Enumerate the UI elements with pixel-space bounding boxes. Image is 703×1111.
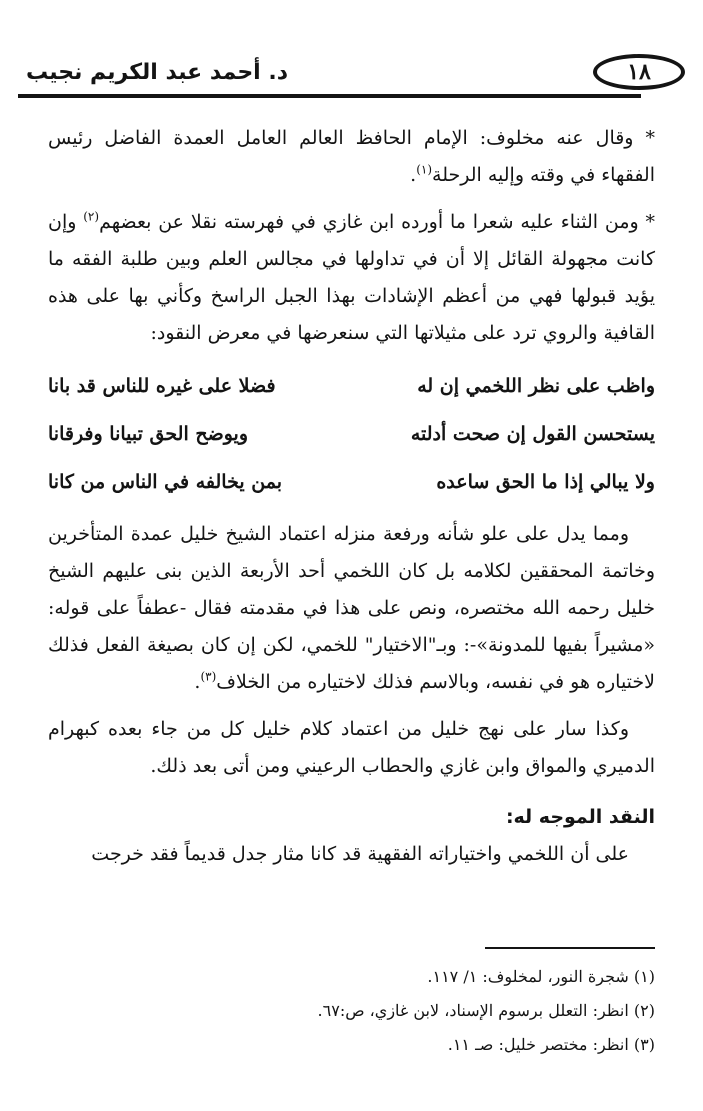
paragraph-end: .	[410, 164, 417, 186]
paragraph-critique	[48, 836, 655, 873]
verse-second-hemistich: ويوضح الحق تبيانا وفرقانا	[48, 422, 249, 445]
page-number: ١٨	[593, 54, 685, 90]
footnote: (١) شجرة النور، لمخلوف: ١/ ١١٧.	[427, 967, 655, 986]
author-name: د. أحمد عبد الكريم نجيب	[26, 60, 289, 85]
footnotes	[48, 960, 655, 1062]
paragraph-followers	[48, 711, 655, 785]
paragraph-text: على أن اللخمي واختياراته الفقهية قد كانا مثار جدل قديماً فقد خرجت	[91, 843, 629, 865]
verse-line	[48, 410, 655, 458]
verse-second-hemistich: فضلا على غيره للناس قد بانا	[48, 374, 276, 397]
footnote-ref: (٣)	[200, 669, 217, 684]
paragraph-khalil	[48, 516, 655, 701]
verse-second-hemistich: بمن يخالفه في الناس من كانا	[48, 470, 282, 493]
section-heading: النقد الموجه له:	[505, 806, 655, 828]
page-header	[18, 48, 685, 102]
paragraph-text: * ومن الثناء عليه شعرا ما أورده ابن غازي في فهرسته نقلا عن بعضهم	[99, 211, 655, 233]
paragraph-text: وكذا سار على نهج خليل من اعتماد كلام خليل كل من جاء بعده كبهرام الدميري والمواق وابن غازي والحطاب الرعيني ومن أتى بعد ذلك.	[48, 718, 655, 777]
footnote: (٢) انظر: التعلل برسوم الإسناد، لابن غازي، ص:٦٧.	[317, 1001, 655, 1020]
footnote: (٣) انظر: مختصر خليل: صـ ١١.	[447, 1035, 655, 1054]
footnote-ref: (١)	[416, 162, 433, 177]
poem	[48, 362, 655, 506]
header-rule	[18, 94, 641, 98]
paragraph-makhluf	[48, 120, 655, 194]
paragraph-praise	[48, 204, 655, 352]
verse-first-hemistich: واظب على نظر اللخمي إن له	[417, 374, 655, 397]
footnote-ref: (٢)	[83, 209, 100, 224]
paragraph-text: ومما يدل على علو شأنه ورفعة منزله اعتماد الشيخ خليل عمدة المتأخرين وخاتمة المحققين لكلامه بل كان اللخمي أحد الأربعة الذين بنى عليهم الشيخ خليل رحمه الله مختصره، ونص على هذا في مقدمته فقال -عطفاً على قوله: «مشيراً بفيها للمدونة»-: وبـ"الاختيار" للخمي، لكن إن كان بصيغة الفعل فذلك لاختياره هو في نفسه، وبالاسم فذلك لاختياره من الخلاف	[48, 523, 655, 693]
verse-first-hemistich: ولا يبالي إذا ما الحق ساعده	[436, 470, 655, 493]
paragraph-text: * وقال عنه مخلوف: الإمام الحافظ العالم العامل العمدة الفاضل رئيس الفقهاء في وقته وإليه الرحلة	[48, 127, 655, 186]
verse-line	[48, 362, 655, 410]
verse-line	[48, 458, 655, 506]
verse-first-hemistich: يستحسن القول إن صحت أدلته	[410, 422, 655, 445]
paragraph-text: وإن كانت مجهولة القائل إلا أن في تداولها في مجالس العلم وبين طلبة الفقه ما يؤيد قبولها فهي من أعظم الإشادات بهذا الجبل الراسخ وكأني بها على هذه القافية والروي ترد على مثيلاتها التي سنعرضها في معرض النقود:	[48, 211, 655, 344]
footnote-divider	[485, 947, 655, 949]
main-text	[48, 120, 655, 873]
paragraph-end: .	[194, 671, 201, 693]
